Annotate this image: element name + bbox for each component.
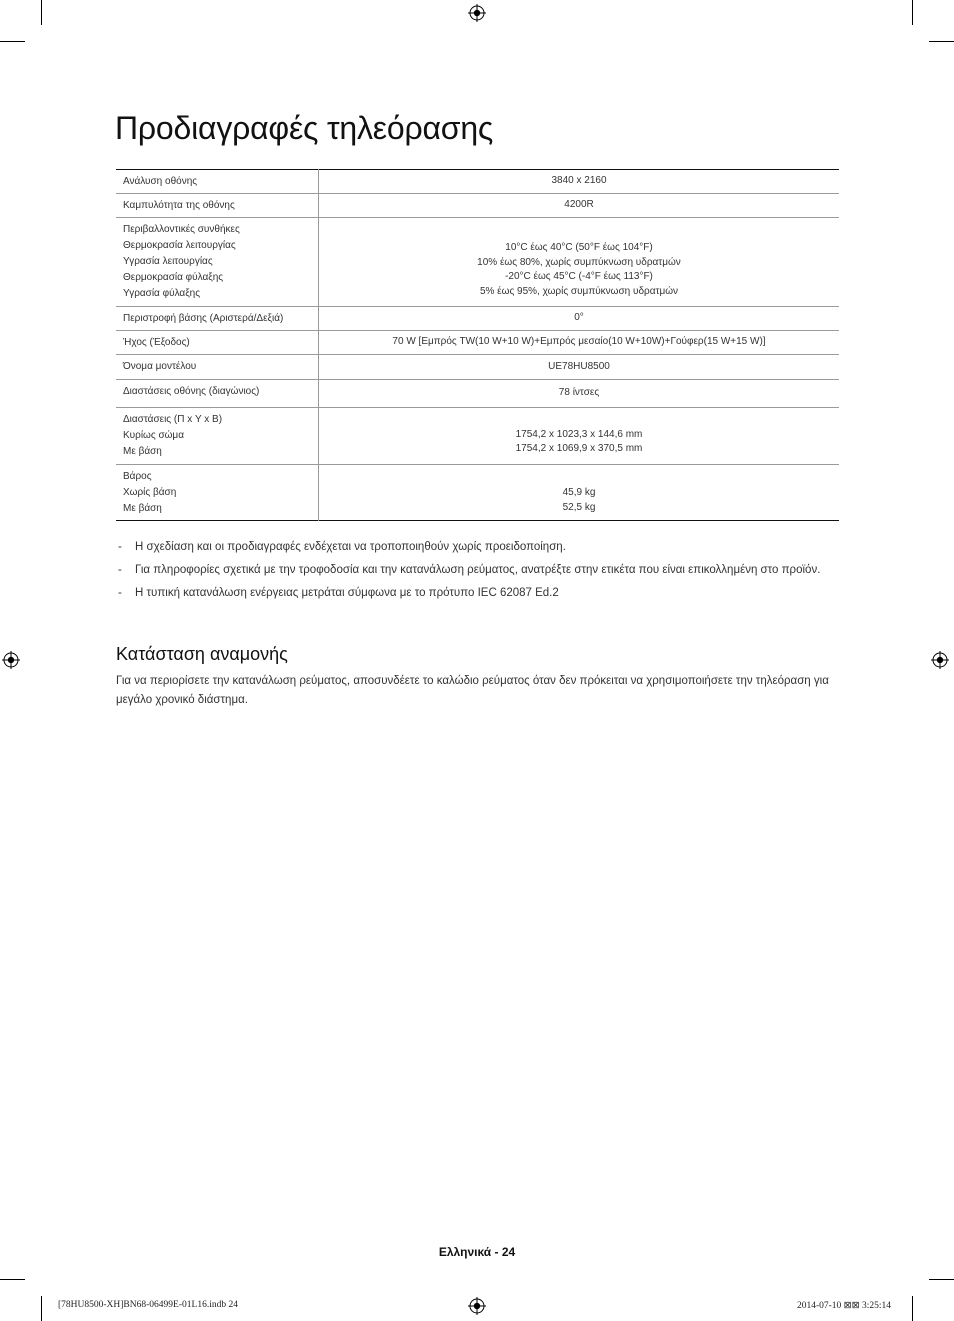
table-row xyxy=(116,465,839,521)
registration-mark-icon xyxy=(468,4,486,22)
table-row xyxy=(116,194,839,218)
crop-mark-top-left-vertical xyxy=(41,0,42,25)
dash-bullet: - xyxy=(118,541,122,553)
row-value: 1754,2 x 1023,3 x 144,6 mm 1754,2 x 1069,9 x 370,5 mm xyxy=(319,408,840,465)
row-label: Καμπυλότητα της οθόνης xyxy=(116,194,319,218)
table-row xyxy=(116,380,839,408)
notes-list xyxy=(116,538,836,607)
row-value: 0° xyxy=(319,307,840,331)
row-value: 78 ίντσες xyxy=(319,380,840,408)
row-label: Περιστροφή βάσης (Αριστερά/Δεξιά) xyxy=(116,307,319,331)
list-item xyxy=(116,584,836,603)
note-text: Για πληροφορίες σχετικά με την τροφοδοσία και την κατανάλωση ρεύματος, ανατρέξτε στην ετικέτα που είναι επικολλημένη στο προϊόν. xyxy=(135,564,821,576)
print-file-info: [78HU8500-XH]BN68-06499E-01L16.indb 24 xyxy=(58,1300,238,1310)
row-label: Διαστάσεις (Π x Υ x Β) Κυρίως σώμα Με βάση xyxy=(116,408,319,465)
table-row xyxy=(116,355,839,380)
registration-mark-icon xyxy=(931,651,949,669)
row-value: 45,9 kg 52,5 kg xyxy=(562,487,596,513)
crop-mark-bottom-right-horizontal xyxy=(929,1279,954,1280)
dash-bullet: - xyxy=(118,587,122,599)
row-label: Περιβαλλοντικές συνθήκες Θερμοκρασία λειτουργίας Υγρασία λειτουργίας Θερμοκρασία φύλαξης Υγρασία φύλαξης xyxy=(116,218,319,307)
page-title: Προδιαγραφές τηλεόρασης xyxy=(115,110,494,146)
row-label: Ανάλυση οθόνης xyxy=(116,170,319,194)
crop-mark-bottom-left-horizontal xyxy=(0,1279,25,1280)
table-row xyxy=(116,218,839,307)
row-value: 10°C έως 40°C (50°F έως 104°F) 10% έως 80%, χωρίς συμπύκνωση υδρατμών -20°C έως 45°C (-4°F έως 113°F) 5% έως 95%, χωρίς συμπύκνωση υδρατμών xyxy=(319,218,840,307)
note-text: Η τυπική κατανάλωση ενέργειας μετράται σύμφωνα με το πρότυπο IEC 62087 Ed.2 xyxy=(135,587,559,599)
crop-mark-top-left-horizontal xyxy=(0,41,25,42)
crop-mark-top-right-vertical xyxy=(912,0,913,25)
list-item xyxy=(116,538,836,557)
note-text: Η σχεδίαση και οι προδιαγραφές ενδέχεται να τροποποιηθούν χωρίς προειδοποίηση. xyxy=(135,541,566,553)
row-value: 4200R xyxy=(319,194,840,218)
row-label: Διαστάσεις οθόνης (διαγώνιος) xyxy=(116,380,319,408)
registration-mark-icon xyxy=(468,1297,486,1315)
table-row xyxy=(116,170,839,194)
section-title: Κατάσταση αναμονής xyxy=(116,644,288,664)
crop-mark-top-right-horizontal xyxy=(929,41,954,42)
registration-mark-icon xyxy=(2,651,20,669)
crop-mark-bottom-left-vertical xyxy=(41,1296,42,1321)
table-row xyxy=(116,307,839,331)
row-label: Βάρος Χωρίς βάση Με βάση xyxy=(116,465,319,521)
spec-table xyxy=(116,169,839,521)
row-label: Ήχος (Έξοδος) xyxy=(116,331,319,355)
list-item xyxy=(116,561,836,580)
row-value: UE78HU8500 xyxy=(319,355,840,380)
section-body: Για να περιορίσετε την κατανάλωση ρεύματος, αποσυνδέετε το καλώδιο ρεύματος όταν δεν πρόκειται να χρησιμοποιήσετε την τηλεόραση για μεγάλο χρονικό διάστημα. xyxy=(116,675,829,706)
table-row xyxy=(116,408,839,465)
row-value: 3840 x 2160 xyxy=(319,170,840,194)
page-number: Ελληνικά - 24 xyxy=(438,1245,516,1259)
print-timestamp: 2014-07-10 ⊠⊠ 3:25:14 xyxy=(796,1301,891,1311)
row-label: Όνομα μοντέλου xyxy=(116,355,319,380)
crop-mark-bottom-right-vertical xyxy=(912,1296,913,1321)
dash-bullet: - xyxy=(118,564,122,576)
table-row xyxy=(116,331,839,355)
row-value: 70 W [Εμπρός TW(10 W+10 W)+Εμπρός μεσαίο(10 W+10W)+Γούφερ(15 W+15 W)] xyxy=(319,331,840,355)
